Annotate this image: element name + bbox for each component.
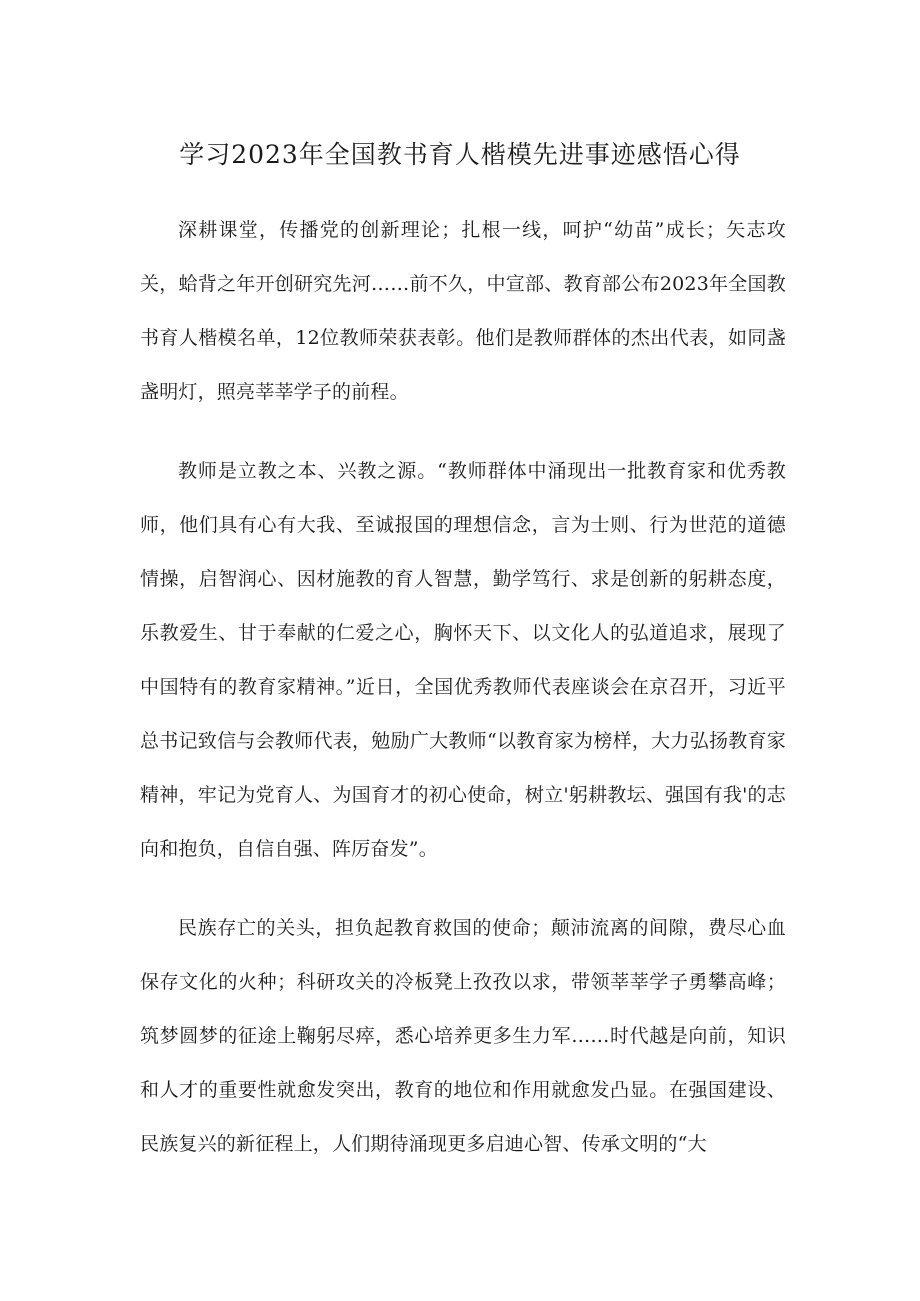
paragraph-3: 民族存亡的关头，担负起教育救国的使命；颠沛流离的间隙，费尽心血保存文化的火种；科研攻关的冷板凳上孜孜以求，带领莘莘学子勇攀高峰；筑梦圆梦的征途上鞠躬尽瘁，悉心培养更多生力军……时代越是向前，知识和人才的重要性就愈发突出，教育的地位和作用就愈发凸显。在强国建设、民族复兴的新征程上，人们期待涌现更多启迪心智、传承文明的“大 [140,917,786,1155]
document-title: 学习2023年全国教书育人楷模先进事迹感悟心得 [179,140,741,169]
paragraph-2: 教师是立教之本、兴教之源。“教师群体中涌现出一批教育家和优秀教师，他们具有心有大我、至诚报国的理想信念，言为士则、行为世范的道德情操，启智润心、因材施教的育人智慧，勤学笃行、求是创新的躬耕态度，乐教爱生、甘于奉献的仁爱之心，胸怀天下、以文化人的弘道追求，展现了中国特有的教育家精神。”近日，全国优秀教师代表座谈会在京召开，习近平总书记致信与会教师代表，勉励广大教师“以教育家为榜样，大力弘扬教育家精神，牢记为党育人、为国育才的初心使命，树立'躬耕教坛、强国有我'的志向和抱负，自信自强、阵厉奋发”。 [140,460,786,860]
paragraph-1: 深耕课堂，传播党的创新理论；扎根一线，呵护“幼苗”成长；矢志攻关，蛤背之年开创研究先河……前不久，中宣部、教育部公布2023年全国教书育人楷模名单，12位教师荣获表彰。他们是教师群体的杰出代表，如同盏盏明灯，照亮莘莘学子的前程。 [140,219,786,403]
